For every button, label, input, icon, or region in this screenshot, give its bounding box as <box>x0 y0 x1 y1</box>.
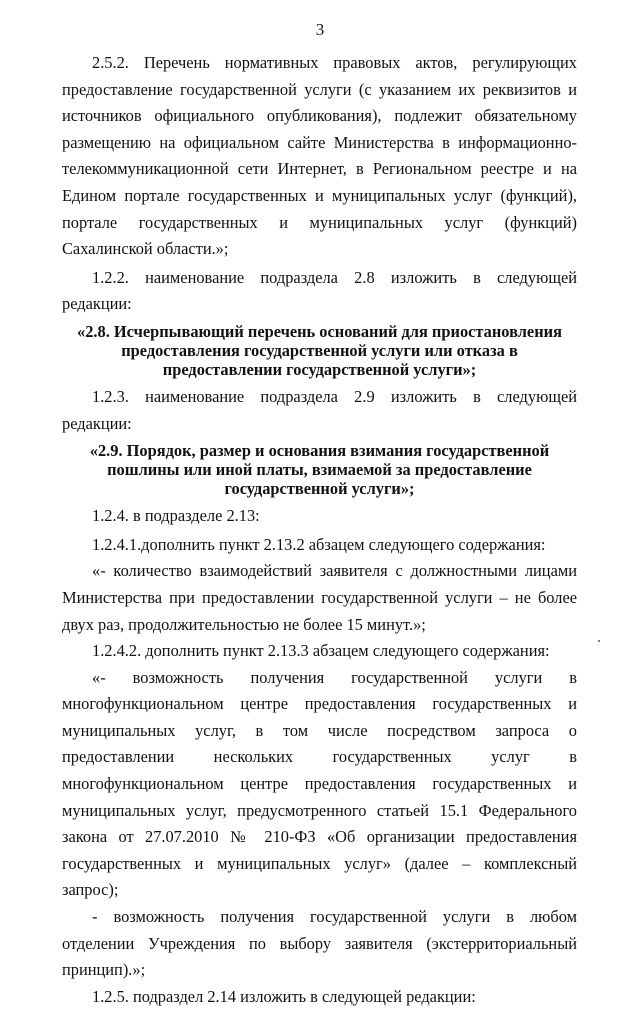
paragraph-1-2-2: 1.2.2. наименование подраздела 2.8 изложить в следующей редакции: <box>62 267 577 314</box>
quote-interactions-limit: «- количество взаимодействий заявителя с должностными лицами Министерства при предоставлении государственной услуги – не более двух раз, продолжительностью не более 15 минут.»; <box>62 561 577 634</box>
page-number: 3 <box>315 20 325 39</box>
paragraph-1-2-3: 1.2.3. наименование подраздела 2.9 изложить в следующей редакции: <box>62 386 577 433</box>
heading-2-9: «2.9. Порядок, размер и основания взимания государственной пошлины или иной платы, взимаемой за предоставление государственной услуги»; <box>89 441 550 499</box>
quote-extraterritorial: - возможность получения государственной услуги в любом отделении Учреждения по выбору заявителя (экстерриториальный принцип).»; <box>62 907 577 980</box>
quote-mfc-possibility: «- возможность получения государственной услуги в многофункциональном центре предоставления государственных и муниципальных услуг, в том числе посредством запроса о предоставлении нескольких государственных услуг в многофункциональном центре предоставления государственных и муниципальных услуг, предусмотренного статьей 15.1 Федерального закона от 27.07.2010 № 210-ФЗ «Об организации предоставления государственных и муниципальных услуг» (далее – комплексный запрос); <box>62 667 577 900</box>
heading-2-8: «2.8. Исчерпывающий перечень оснований для приостановления предоставления государственной услуги или отказа в предоставлении государственной услуги»; <box>77 321 562 379</box>
paragraph-1-2-5: 1.2.5. подраздел 2.14 изложить в следующей редакции: <box>92 986 476 1006</box>
paragraph-2-5-2: 2.5.2. Перечень нормативных правовых актов, регулирующих предоставление государственной услуги (с указанием их реквизитов и источников официального опубликования), подлежит обязательному размещению на официальном сайте Министерства в информационно-телекоммуникационной сети Интернет, в Региональном реестре и на Едином портале государственных и муниципальных услуг (функций), портале государственных и муниципальных услуг (функций) Сахалинской области.»; <box>62 53 577 259</box>
paragraph-1-2-4: 1.2.4. в подразделе 2.13: <box>92 506 260 526</box>
document-body <box>62 50 577 1010</box>
scan-speck <box>598 640 600 642</box>
paragraph-1-2-4-1: 1.2.4.1.дополнить пункт 2.13.2 абзацем следующего содержания: <box>92 534 546 554</box>
paragraph-1-2-4-2: 1.2.4.2. дополнить пункт 2.13.3 абзацем следующего содержания: <box>92 641 550 661</box>
